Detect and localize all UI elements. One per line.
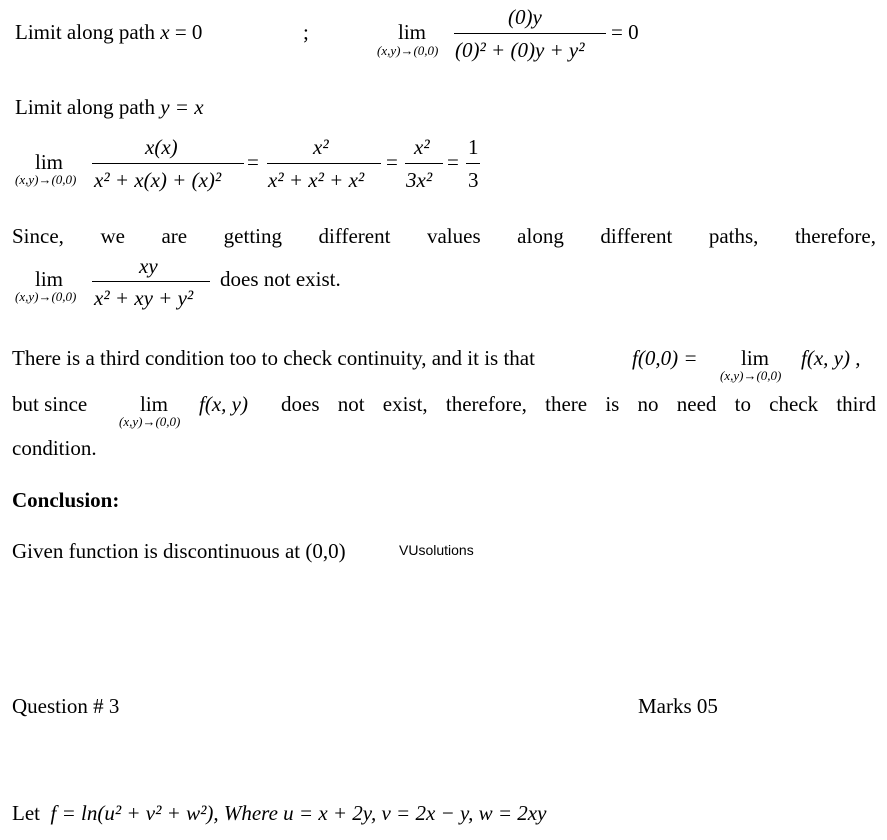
fraction-denominator: (0)² + (0)y + y² (455, 38, 585, 62)
third-condition-line3: condition. (12, 436, 97, 460)
since-paragraph: Since, we are getting different values along different paths, therefore, (12, 224, 876, 248)
fraction-numerator: 1 (468, 135, 479, 159)
fraction-denominator: 3 (468, 168, 479, 192)
f00-expr: f(0,0) = (632, 346, 698, 370)
path-x0-label-text: Limit along path (15, 20, 161, 44)
lim-word: lim (35, 267, 64, 291)
fraction-denominator: x² + xy + y² (94, 286, 194, 310)
lim-subscript: (x,y)→(0,0) (377, 43, 439, 58)
fraction-bar (92, 281, 210, 282)
third-condition-line2-post: does not exist, therefore, there is no need to check third (281, 392, 876, 416)
equals-sign: = (247, 150, 259, 174)
fraction-bar (454, 33, 606, 34)
third-condition-line1: There is a third condition too to check continuity, and it is that (12, 346, 535, 370)
lim-word: lim (398, 20, 427, 44)
fxy-expr: f(x, y) , (801, 346, 861, 370)
fraction-bar (267, 163, 381, 164)
separator: ; (303, 20, 309, 44)
watermark: VUsolutions (399, 542, 474, 558)
dne-text: does not exist. (220, 267, 341, 291)
path-yx-label-text: Limit along path (15, 95, 161, 119)
fraction-numerator: x(x) (145, 135, 178, 159)
fraction-denominator: 3x² (406, 168, 433, 192)
fraction-numerator: x² (414, 135, 430, 159)
question-label: Question # 3 (12, 694, 120, 718)
fraction-denominator: x² + x(x) + (x)² (94, 168, 222, 192)
lim-word: lim (741, 346, 770, 370)
result: = 0 (611, 20, 639, 44)
lim-word: lim (140, 392, 169, 416)
path-yx-label (15, 95, 204, 120)
lim-subscript: (x,y)→(0,0) (720, 368, 782, 383)
fraction-numerator: x² (313, 135, 329, 159)
lim-subscript: (x,y)→(0,0) (15, 172, 77, 187)
conclusion-heading: Conclusion: (12, 488, 120, 512)
path-yx-var: y = x (160, 95, 204, 119)
fraction-bar (466, 163, 480, 164)
fraction-denominator: x² + x² + x² (268, 168, 365, 192)
third-condition-line2-pre: but since (12, 392, 88, 416)
path-x0-label (15, 20, 202, 45)
path-x0-var: x (160, 20, 170, 44)
lim-subscript: (x,y)→(0,0) (119, 414, 181, 429)
lim-subscript: (x,y)→(0,0) (15, 289, 77, 304)
fraction-numerator: (0)y (508, 5, 542, 29)
let-word: Let (12, 801, 40, 825)
let-line (12, 801, 546, 826)
conclusion-text: Given function is discontinuous at (0,0) (12, 539, 346, 563)
question-marks: Marks 05 (638, 694, 718, 718)
let-expression: f = ln(u² + v² + w²), Where u = x + 2y, v = 2x − y, w = 2xy (50, 801, 547, 825)
fraction-bar (405, 163, 443, 164)
lim-word: lim (35, 150, 64, 174)
path-x0-eq: = 0 (169, 20, 203, 44)
equals-sign: = (447, 150, 459, 174)
fraction-numerator: xy (139, 254, 158, 278)
equals-sign: = (386, 150, 398, 174)
line2-fxy: f(x, y) (199, 392, 248, 416)
fraction-bar (92, 163, 244, 164)
